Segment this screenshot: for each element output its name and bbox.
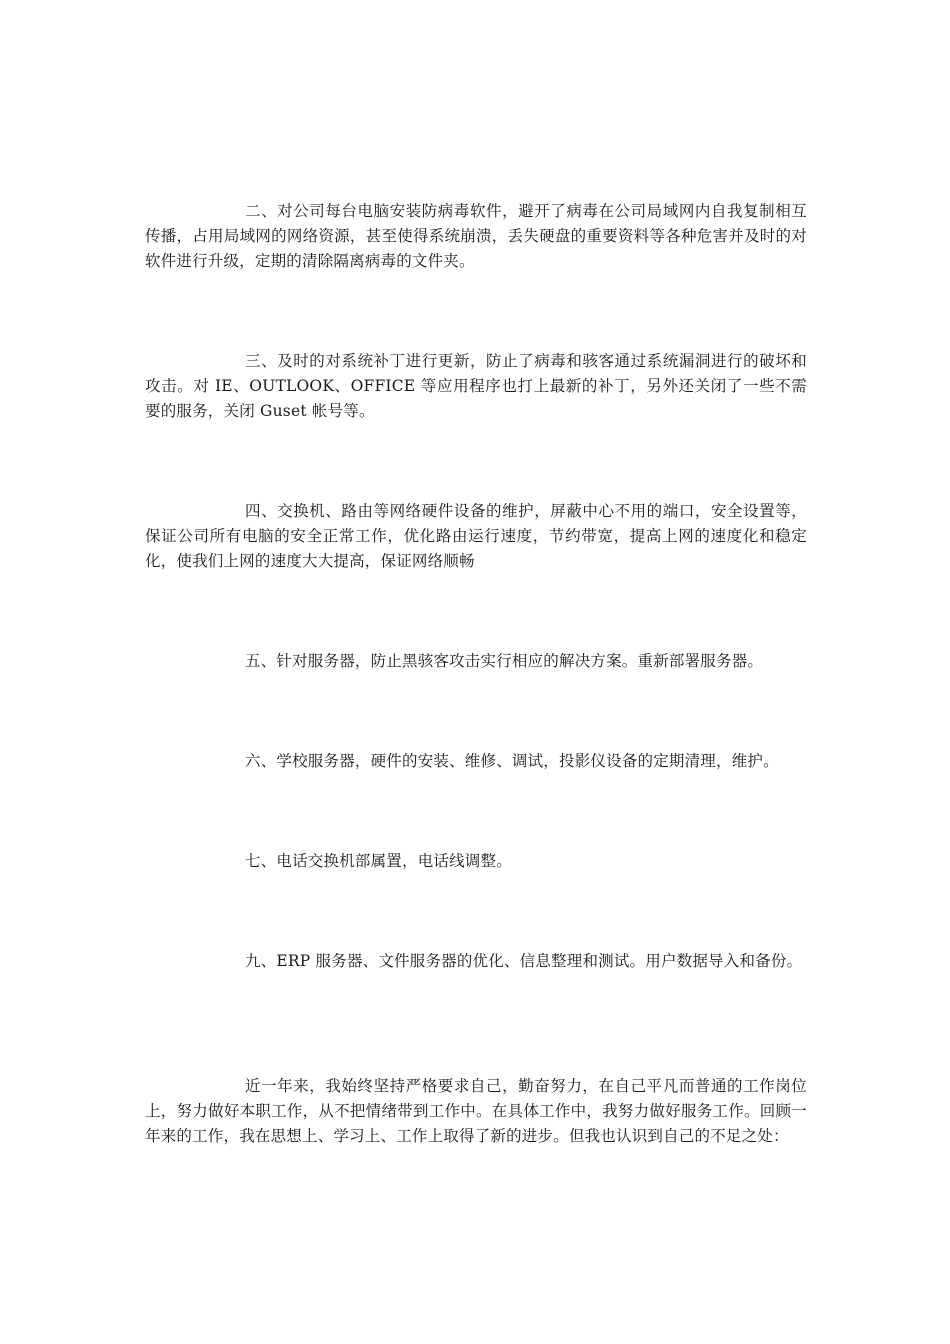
paragraph-school-server: 六、学校服务器，硬件的安装、维修、调试，投影仪设备的定期清理，维护。 [245,752,779,770]
paragraph-phone-switch: 七、电话交换机部属置，电话线调整。 [245,852,512,870]
paragraph-system-patches: 三、及时的对系统补丁进行更新，防止了病毒和骇客通过系统漏洞进行的破坏和攻击。对 IE、OUTLOOK、OFFICE 等应用程序也打上最新的补丁，另外还关闭了一些不需要的服务，关闭 Guset 帐号等。 [145,352,807,420]
paragraph-erp-server: 九、ERP 服务器、文件服务器的优化、信息整理和测试。用户数据导入和备份。 [245,952,803,970]
paragraph-network-hardware: 四、交换机、路由等网络硬件设备的维护，屏蔽中心不用的端口，安全设置等，保证公司所有电脑的安全正常工作，优化路由运行速度，节约带宽，提高上网的速度化和稳定化，使我们上网的速度大大提高，保证网络顺畅 [145,502,807,570]
paragraph-antivirus: 二、对公司每台电脑安装防病毒软件，避开了病毒在公司局域网内自我复制相互传播，占用局域网的网络资源，甚至使得系统崩溃，丢失硬盘的重要资料等各种危害并及时的对软件进行升级，定期的清除隔离病毒的文件夹。 [145,202,807,270]
paragraph-summary: 近一年来，我始终坚持严格要求自己，勤奋努力，在自己平凡而普通的工作岗位上，努力做好本职工作，从不把情绪带到工作中。在具体工作中，我努力做好服务工作。回顾一年来的工作，我在思想上、学习上、工作上取得了新的进步。但我也认识到自己的不足之处： [145,1077,807,1145]
paragraph-server-security: 五、针对服务器，防止黑骇客攻击实行相应的解决方案。重新部署服务器。 [245,652,764,670]
